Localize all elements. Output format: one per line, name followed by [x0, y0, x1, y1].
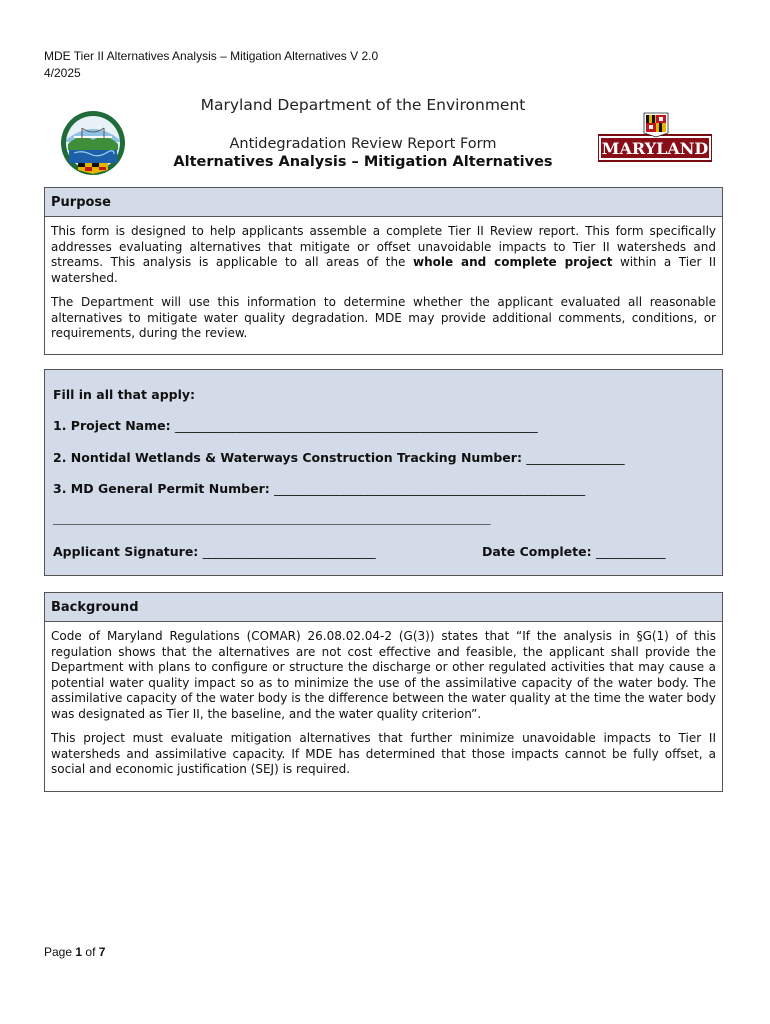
total-pages: 7 — [98, 945, 106, 959]
applicant-signature-field[interactable] — [53, 544, 375, 559]
background-heading: Background — [45, 593, 722, 622]
applicant-signature-blank[interactable]: ______________________________ — [202, 544, 376, 559]
date-complete-blank[interactable]: ____________ — [595, 544, 665, 559]
page-footer: Page 1 of 7 — [44, 945, 106, 959]
current-page-number: 1 — [75, 945, 83, 959]
fill-in-section — [44, 369, 723, 576]
organization-name: Maryland Department of the Environment — [200, 96, 526, 114]
project-name-field[interactable] — [53, 418, 537, 433]
signature-line[interactable]: ____________________________________________________________________________ — [53, 510, 490, 525]
document-version-header: MDE Tier II Alternatives Analysis – Mitigation Alternatives V 2.0 — [44, 49, 379, 63]
date-complete-field[interactable] — [482, 544, 665, 559]
date-complete-label: Date Complete: — [482, 544, 592, 559]
project-name-label: 1. Project Name: — [53, 418, 171, 433]
maryland-logo-text: MARYLAND — [601, 139, 709, 158]
purpose-section — [44, 187, 723, 355]
form-title: Antidegradation Review Report Form — [229, 136, 497, 152]
purpose-paragraph-2: The Department will use this information to determine whether the applicant evaluated all reasonable alternatives to mitigate water quality degradation. MDE may provide additional comments, conditions, or requirements, during the review. — [51, 295, 716, 340]
project-name-blank[interactable]: _______________________________________________________________ — [174, 418, 538, 433]
mde-seal-logo — [60, 110, 126, 176]
purpose-heading: Purpose — [45, 188, 722, 217]
background-paragraph-2: This project must evaluate mitigation alternatives that further minimize unavoidable impacts to Tier II watersheds and assimilative capacity. If MDE has determined that those impacts cannot be fully offset, a social and economic justification (SEJ) is required. — [51, 731, 716, 776]
purpose-paragraph-1: This form is designed to help applicants assemble a complete Tier II Review report. This form specifically addresses evaluating alternatives that mitigate or offset unavoidable impacts to Tier II watersheds and streams. This analysis is applicable to all areas of the whole and complete project within a Tier II watershed. — [51, 224, 717, 285]
form-subtitle: Alternatives Analysis – Mitigation Alternatives — [173, 154, 553, 170]
background-paragraph-1: Code of Maryland Regulations (COMAR) 26.08.02.04-2 (G(3)) states that “If the analysis in §G(1) of this regulation shows that the alternatives are not cost effective and feasible, the applicant shall provide the Department with plans to configure or structure the discharge or other regulated activities that may cause a potential water quality impact so as to minimize the use of the assimilative capacity of the water body. The assimilative capacity of the water body is the difference between the water quality at the time the water body was designated as Tier II, the baseline, and the water quality criterion”. — [51, 629, 716, 721]
tracking-number-field[interactable] — [53, 450, 624, 465]
general-permit-blank[interactable]: ______________________________________________________ — [274, 481, 585, 496]
general-permit-label: 3. MD General Permit Number: — [53, 481, 270, 496]
fill-in-heading: Fill in all that apply: — [53, 387, 196, 402]
applicant-signature-label: Applicant Signature: — [53, 544, 199, 559]
general-permit-field[interactable] — [53, 481, 585, 496]
background-section — [44, 592, 723, 792]
whole-complete-project-emphasis: whole and complete project — [412, 255, 613, 269]
tracking-number-label: 2. Nontidal Wetlands & Waterways Construction Tracking Number: — [53, 450, 522, 465]
document-date: 4/2025 — [44, 66, 81, 80]
tracking-number-blank[interactable]: _________________ — [526, 450, 625, 465]
maryland-state-logo — [598, 109, 712, 163]
